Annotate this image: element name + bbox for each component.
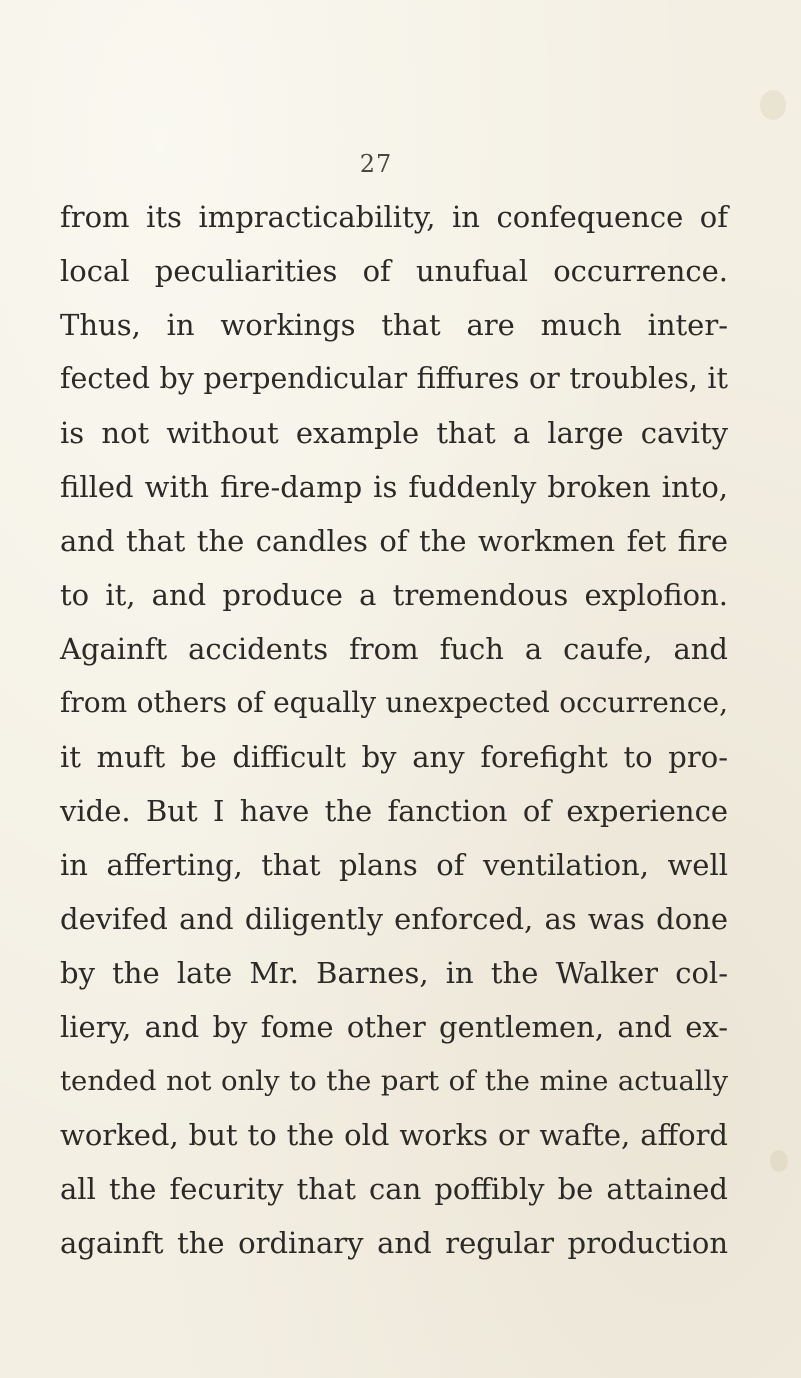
paper-stain — [770, 1150, 788, 1172]
text-line: devifed and diligently enforced, as was done — [60, 902, 728, 936]
paper-stain — [760, 90, 786, 120]
text-line: it muft be difficult by any forefight to pro- — [60, 740, 728, 774]
text-line: and that the candles of the workmen fet fire — [60, 524, 728, 558]
text-line: liery, and by fome other gentlemen, and ex- — [60, 1010, 728, 1044]
text-line: is not without example that a large cavity — [60, 416, 728, 450]
text-line: filled with fire-damp is fuddenly broken into, — [60, 470, 728, 504]
body-text — [60, 190, 728, 1270]
text-line: from others of equally unexpected occurrence, — [60, 686, 728, 719]
text-line: Thus, in workings that are much inter- — [60, 308, 728, 342]
text-line: by the late Mr. Barnes, in the Walker col- — [60, 956, 728, 990]
text-line: againft the ordinary and regular production — [60, 1226, 728, 1260]
text-line: worked, but to the old works or wafte, afford — [60, 1118, 728, 1152]
text-line: local peculiarities of unufual occurrence. — [60, 254, 728, 288]
text-line: from its impracticability, in confequence of — [60, 200, 728, 234]
text-line: all the fecurity that can poffibly be attained — [60, 1172, 728, 1206]
page-number: 27 — [359, 150, 393, 178]
text-line: Againft accidents from fuch a caufe, and — [60, 632, 728, 666]
text-line: tended not only to the part of the mine actually — [60, 1065, 728, 1097]
text-line: vide. But I have the fanction of experience — [60, 794, 728, 828]
text-line: fected by perpendicular fiffures or troubles, it — [60, 362, 728, 395]
text-line: in afferting, that plans of ventilation, well — [60, 848, 728, 882]
text-line: to it, and produce a tremendous explofion. — [60, 578, 728, 612]
